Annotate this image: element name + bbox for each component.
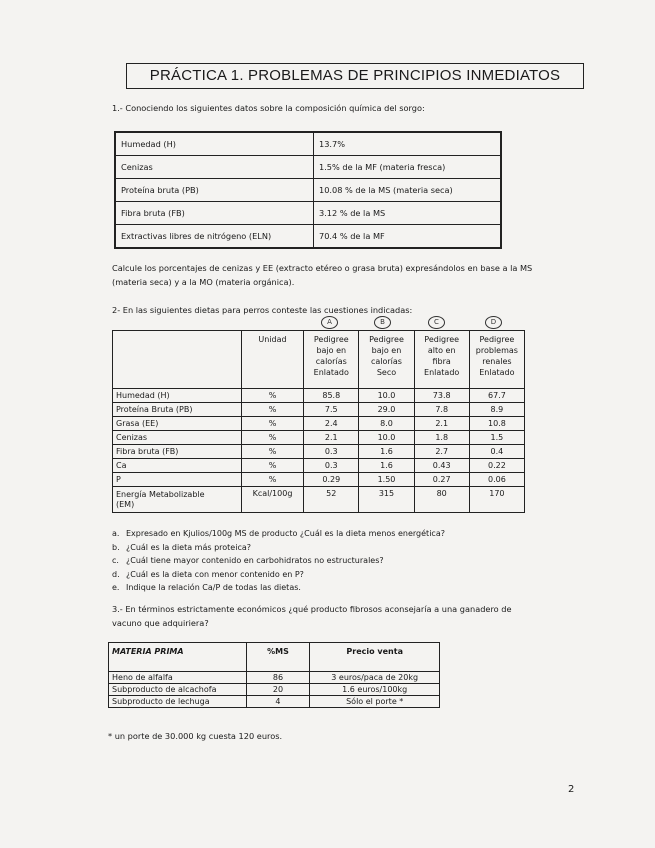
- q3-intro-line1: 3.- En términos estrictamente económicos ¿qué producto fibrosos aconsejaría a una ganadero de: [112, 604, 512, 614]
- item-text: ¿Cuál es la dieta más proteica?: [126, 542, 251, 552]
- header-line: problemas: [475, 346, 518, 355]
- header-line: fibra: [432, 357, 451, 366]
- table-row: [109, 672, 440, 684]
- row-label: Fibra bruta (FB): [113, 445, 242, 459]
- table-row: [113, 445, 525, 459]
- value-cell: 73.8: [414, 389, 469, 403]
- item-letter: a.: [112, 529, 120, 538]
- row-value: 10.08 % de la MS (materia seca): [314, 179, 502, 202]
- value-cell: 2.1: [414, 417, 469, 431]
- header-line: Pedigree: [313, 335, 349, 344]
- table-row: [113, 389, 525, 403]
- diet-b-header: [359, 331, 414, 389]
- value-cell: 1.6: [359, 459, 414, 473]
- row-value: 3.12 % de la MS: [314, 202, 502, 225]
- header-materia-prima: MATERIA PRIMA: [109, 643, 247, 672]
- list-item: [112, 554, 445, 568]
- row-label: Ca: [113, 459, 242, 473]
- list-item: [112, 568, 445, 582]
- table-row: [115, 179, 501, 202]
- value-cell: Sólo el porte *: [310, 696, 440, 708]
- row-label: Humedad (H): [115, 132, 314, 156]
- table-row: [113, 431, 525, 445]
- unit-cell: %: [241, 445, 303, 459]
- header-ms: %MS: [246, 643, 310, 672]
- row-label: Humedad (H): [113, 389, 242, 403]
- table-row: [113, 459, 525, 473]
- em-label-line1: Energía Metabolizable: [116, 489, 205, 499]
- unit-cell: %: [241, 431, 303, 445]
- list-item: [112, 527, 445, 541]
- list-item: [112, 541, 445, 555]
- row-label: Proteína Bruta (PB): [113, 403, 242, 417]
- header-line: Enlatado: [424, 368, 460, 377]
- value-cell: 7.8: [414, 403, 469, 417]
- table-row: [115, 202, 501, 225]
- value-cell: 2.4: [304, 417, 359, 431]
- table-header-row: [109, 643, 440, 672]
- value-cell: 2.1: [304, 431, 359, 445]
- unit-cell: %: [241, 459, 303, 473]
- unit-cell: %: [241, 417, 303, 431]
- q1-question-line2: (materia seca) y a la MO (materia orgánica).: [112, 277, 295, 287]
- header-line: Pedigree: [369, 335, 404, 344]
- table-row: [109, 696, 440, 708]
- item-text: ¿Cuál es la dieta con menor contenido en P?: [126, 569, 304, 579]
- page-title: PRÁCTICA 1. PROBLEMAS DE PRINCIPIOS INMEDIATOS: [126, 63, 584, 89]
- row-label: Subproducto de lechuga: [109, 696, 247, 708]
- header-line: Enlatado: [313, 368, 349, 377]
- row-label: Cenizas: [113, 431, 242, 445]
- row-label: Cenizas: [115, 156, 314, 179]
- value-cell: 0.22: [469, 459, 524, 473]
- item-letter: c.: [112, 556, 119, 565]
- value-cell: 1.5: [469, 431, 524, 445]
- value-cell: 67.7: [469, 389, 524, 403]
- header-line: Enlatado: [479, 368, 515, 377]
- diet-d-header: [469, 331, 524, 389]
- q1-intro: 1.- Conociendo los siguientes datos sobre la composición química del sorgo:: [112, 103, 425, 113]
- q2-intro: 2- En las siguientes dietas para perros conteste las cuestiones indicadas:: [112, 305, 413, 315]
- table-header-row: [113, 331, 525, 389]
- value-cell: 20: [246, 684, 310, 696]
- value-cell: 0.3: [304, 459, 359, 473]
- value-cell: 10.0: [359, 389, 414, 403]
- row-label: Heno de alfalfa: [109, 672, 247, 684]
- value-cell: 0.27: [414, 473, 469, 487]
- value-cell: 0.4: [469, 445, 524, 459]
- list-item: [112, 581, 445, 595]
- table-row: [113, 417, 525, 431]
- header-line: Pedigree: [424, 335, 460, 344]
- row-value: 13.7%: [314, 132, 502, 156]
- value-cell: 29.0: [359, 403, 414, 417]
- value-cell: 0.43: [414, 459, 469, 473]
- table-row: [115, 156, 501, 179]
- row-value: 70.4 % de la MF: [314, 225, 502, 249]
- value-cell: 170: [469, 487, 524, 513]
- table-row: [115, 132, 501, 156]
- table-row: [113, 403, 525, 417]
- value-cell: 1.8: [414, 431, 469, 445]
- table-row: [109, 684, 440, 696]
- page-number: 2: [568, 784, 575, 795]
- unit-cell: %: [241, 389, 303, 403]
- diet-letter-d: D: [485, 316, 502, 329]
- header-line: Pedigree: [479, 335, 515, 344]
- row-label: Subproducto de alcachofa: [109, 684, 247, 696]
- value-cell: 8.9: [469, 403, 524, 417]
- row-label: [113, 487, 242, 513]
- item-letter: b.: [112, 542, 120, 552]
- header-precio: Precio venta: [310, 643, 440, 672]
- table-row: [113, 487, 525, 513]
- item-text: Expresado en Kjulios/100g MS de producto ¿Cuál es la dieta menos energética?: [126, 529, 445, 538]
- q3-intro-line2: vacuno que adquiriera?: [112, 618, 209, 628]
- unit-cell: Kcal/100g: [241, 487, 303, 513]
- value-cell: 0.06: [469, 473, 524, 487]
- sorghum-composition-table: [114, 131, 502, 249]
- value-cell: 1.6 euros/100kg: [310, 684, 440, 696]
- diet-letter-c: C: [428, 316, 445, 329]
- header-line: bajo en: [316, 346, 347, 355]
- value-cell: 7.5: [304, 403, 359, 417]
- value-cell: 2.7: [414, 445, 469, 459]
- q3-footnote: * un porte de 30.000 kg cuesta 120 euros.: [108, 731, 283, 741]
- item-text: ¿Cuál tiene mayor contenido en carbohidratos no estructurales?: [126, 556, 384, 565]
- item-letter: d.: [112, 569, 120, 579]
- item-text: Indique la relación Ca/P de todas las dietas.: [126, 583, 301, 592]
- header-line: alto en: [427, 346, 456, 355]
- q2-questions-list: [112, 527, 445, 595]
- value-cell: 4: [246, 696, 310, 708]
- table-row: [115, 225, 501, 249]
- row-label: Fibra bruta (FB): [115, 202, 314, 225]
- row-label: Extractivas libres de nitrógeno (ELN): [115, 225, 314, 249]
- value-cell: 3 euros/paca de 20kg: [310, 672, 440, 684]
- diet-c-header: [414, 331, 469, 389]
- header-line: bajo en: [371, 346, 402, 355]
- table-row: [113, 473, 525, 487]
- item-letter: e.: [112, 583, 120, 592]
- row-value: 1.5% de la MF (materia fresca): [314, 156, 502, 179]
- value-cell: 86: [246, 672, 310, 684]
- unit-cell: %: [241, 403, 303, 417]
- raw-materials-table: [108, 642, 440, 708]
- value-cell: 80: [414, 487, 469, 513]
- value-cell: 10.8: [469, 417, 524, 431]
- header-line: calorías: [370, 357, 402, 366]
- dog-diets-table: [112, 330, 525, 513]
- header-line: calorías: [315, 357, 347, 366]
- row-label: Proteína bruta (PB): [115, 179, 314, 202]
- value-cell: 52: [304, 487, 359, 513]
- value-cell: 1.50: [359, 473, 414, 487]
- value-cell: 10.0: [359, 431, 414, 445]
- value-cell: 0.3: [304, 445, 359, 459]
- value-cell: 0.29: [304, 473, 359, 487]
- value-cell: 315: [359, 487, 414, 513]
- row-label: Grasa (EE): [113, 417, 242, 431]
- unit-header: Unidad: [241, 331, 303, 389]
- header-blank: [113, 331, 242, 389]
- diet-letter-a: A: [321, 316, 338, 329]
- value-cell: 8.0: [359, 417, 414, 431]
- diet-letter-markers: [0, 316, 655, 330]
- header-line: Seco: [376, 368, 397, 377]
- diet-letter-b: B: [374, 316, 391, 329]
- em-label-line2: (EM): [116, 499, 135, 509]
- q1-question-line1: Calcule los porcentajes de cenizas y EE (extracto etéreo o grasa bruta) expresándolos en base a la MS: [112, 263, 533, 273]
- value-cell: 85.8: [304, 389, 359, 403]
- unit-cell: %: [241, 473, 303, 487]
- value-cell: 1.6: [359, 445, 414, 459]
- header-line: renales: [482, 357, 512, 366]
- row-label: P: [113, 473, 242, 487]
- diet-a-header: [304, 331, 359, 389]
